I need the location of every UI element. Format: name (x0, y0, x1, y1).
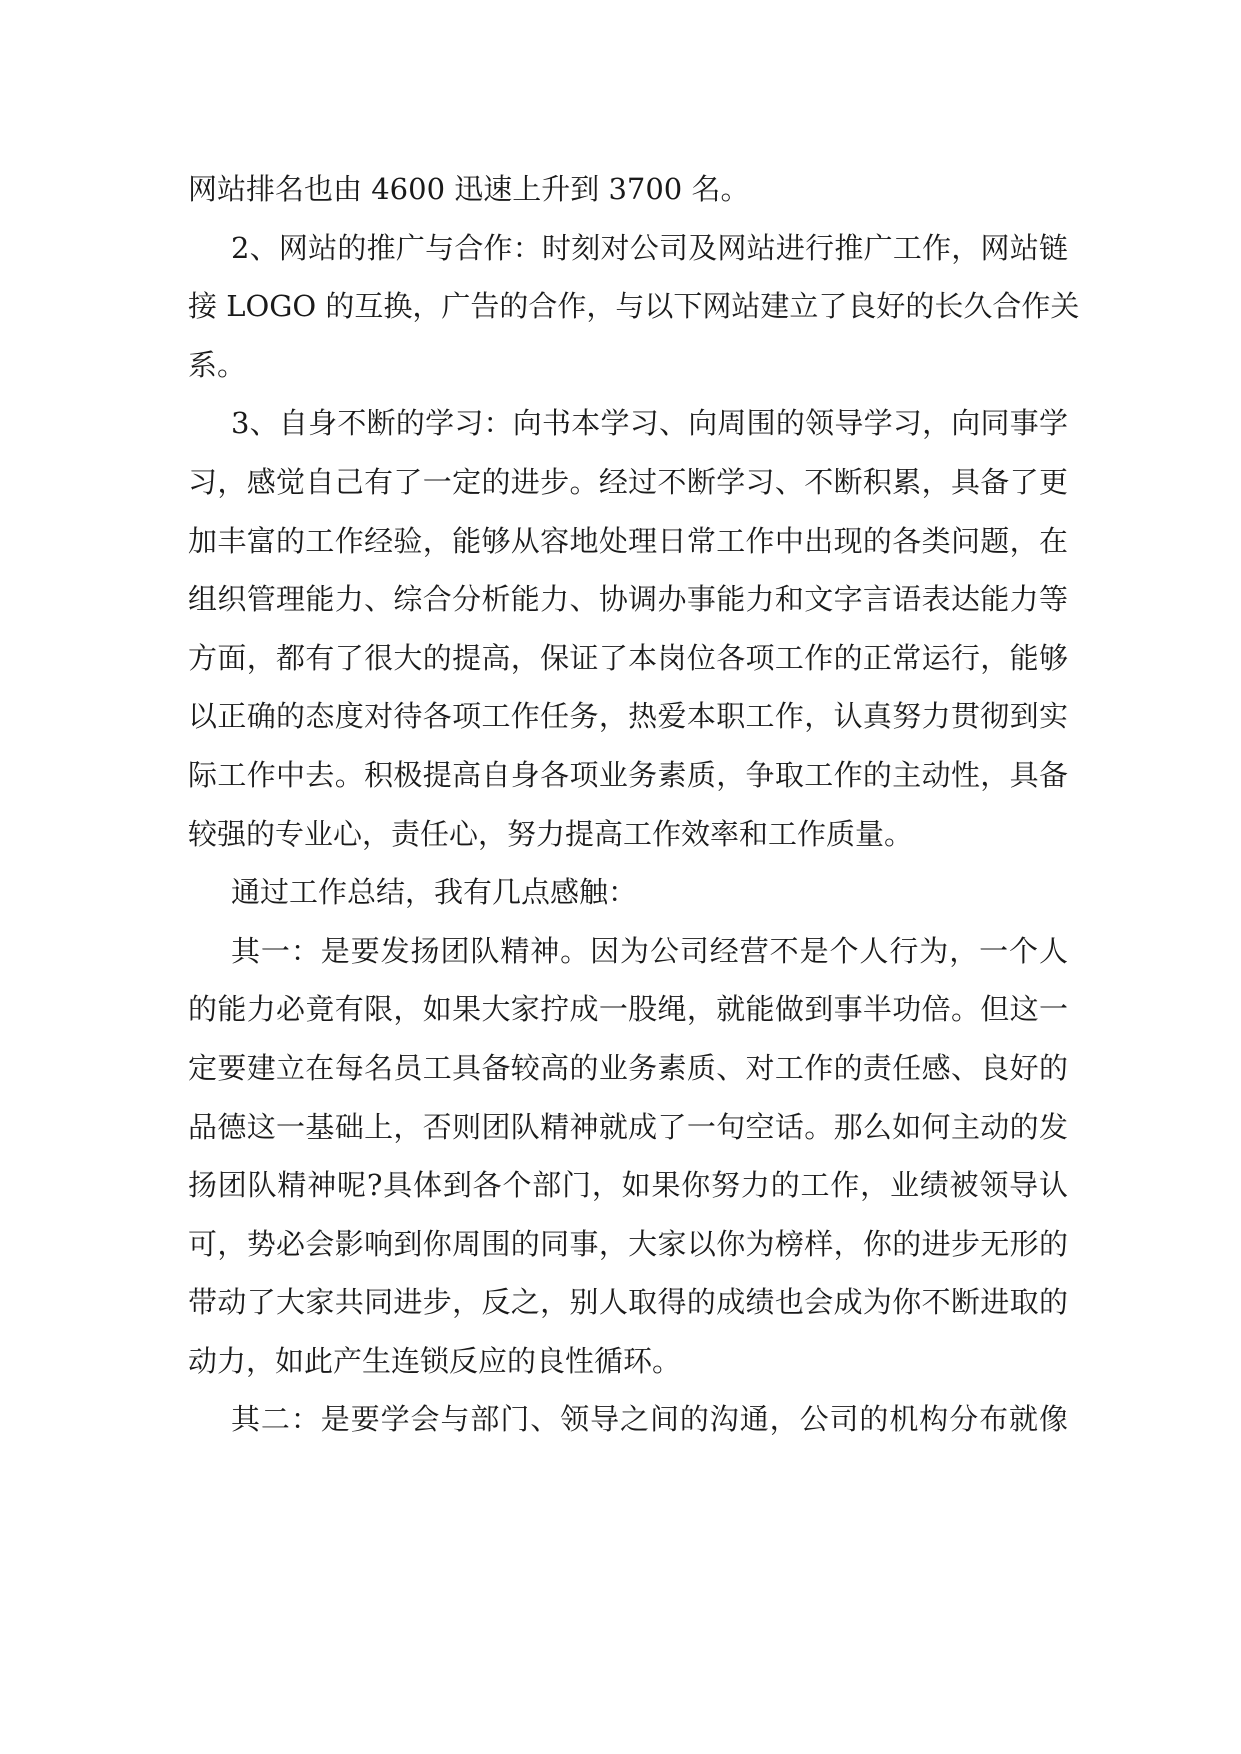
paragraph-line: 3、自身不断的学习：向书本学习、向周围的领导学习，向同事学 (231, 406, 1068, 441)
paragraph-line: 的能力必竟有限，如果大家拧成一股绳，就能做到事半功倍。但这一 (188, 992, 1068, 1027)
document-body (188, 160, 1080, 1449)
paragraph-line: 较强的专业心，责任心，努力提高工作效率和工作质量。 (188, 816, 914, 851)
paragraph-line: 组织管理能力、综合分析能力、协调办事能力和文字言语表达能力等 (188, 582, 1068, 617)
paragraph-line: 2、网站的推广与合作：时刻对公司及网站进行推广工作，网站链 (231, 230, 1068, 265)
paragraph-line: 接 LOGO 的互换，广告的合作，与以下网站建立了良好的长久合作关 (188, 289, 1080, 324)
paragraph-line: 习，感觉自己有了一定的进步。经过不断学习、不断积累，具备了更 (188, 464, 1068, 499)
paragraph-line: 动力，如此产生连锁反应的良性循环。 (188, 1343, 682, 1378)
paragraph-line: 网站排名也由 4600 迅速上升到 3700 名。 (188, 172, 750, 206)
paragraph-line: 定要建立在每名员工具备较高的业务素质、对工作的责任感、良好的 (188, 1050, 1068, 1085)
paragraph-line: 扬团队精神呢?具体到各个部门，如果你努力的工作，业绩被领导认 (188, 1168, 1068, 1203)
paragraph-line: 加丰富的工作经验，能够从容地处理日常工作中出现的各类问题，在 (188, 523, 1068, 558)
paragraph-line: 其一：是要发扬团队精神。因为公司经营不是个人行为，一个人 (231, 933, 1068, 968)
paragraph-line: 其二：是要学会与部门、领导之间的沟通，公司的机构分布就像 (231, 1402, 1068, 1437)
paragraph-line: 系。 (188, 347, 247, 382)
paragraph-line: 际工作中去。积极提高自身各项业务素质，争取工作的主动性，具备 (188, 757, 1068, 792)
paragraph-line: 通过工作总结，我有几点感触： (231, 875, 638, 910)
paragraph-line: 方面，都有了很大的提高，保证了本岗位各项工作的正常运行，能够 (188, 640, 1068, 675)
paragraph-line: 以正确的态度对待各项工作任务，热爱本职工作，认真努力贯彻到实 (188, 699, 1068, 734)
paragraph-line: 可，势必会影响到你周围的同事，大家以你为榜样，你的进步无形的 (188, 1226, 1068, 1261)
paragraph-line: 品德这一基础上，否则团队精神就成了一句空话。那么如何主动的发 (188, 1109, 1068, 1144)
paragraph-line: 带动了大家共同进步，反之，别人取得的成绩也会成为你不断进取的 (188, 1285, 1068, 1320)
